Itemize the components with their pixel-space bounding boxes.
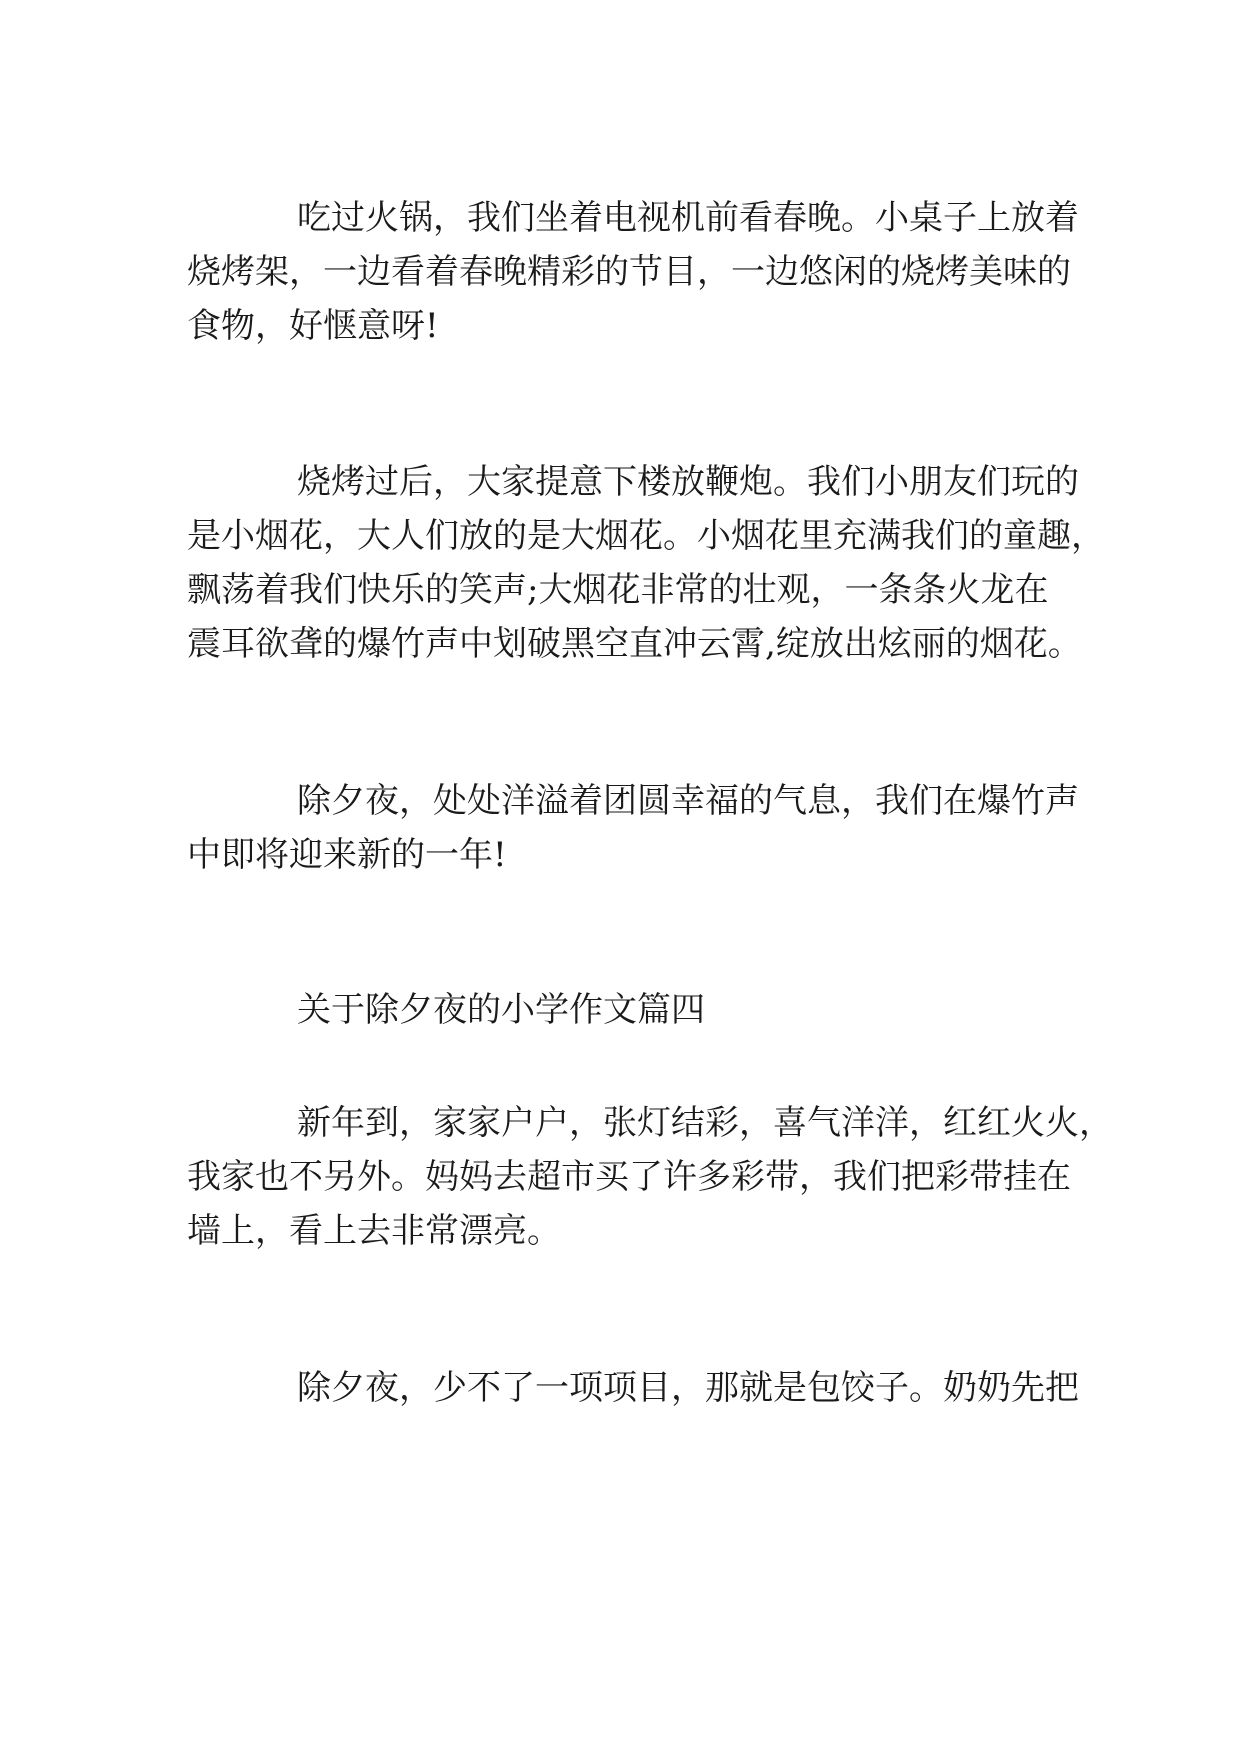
paragraph-1-line-1: 吃过火锅，我们坐着电视机前看春晚。小桌子上放着 — [297, 198, 1079, 238]
paragraph-3-line-2: 中即将迎来新的一年! — [187, 835, 507, 875]
paragraph-5-line-1: 除夕夜，少不了一项项目，那就是包饺子。奶奶先把 — [297, 1368, 1079, 1408]
paragraph-2-line-4: 震耳欲聋的爆竹声中划破黑空直冲云霄,绽放出炫丽的烟花。 — [187, 624, 1082, 664]
paragraph-1-line-3: 食物，好惬意呀! — [187, 306, 439, 346]
paragraph-2-line-1: 烧烤过后，大家提意下楼放鞭炮。我们小朋友们玩的 — [297, 462, 1079, 502]
paragraph-3-line-1: 除夕夜，处处洋溢着团圆幸福的气息，我们在爆竹声 — [297, 781, 1079, 821]
paragraph-4-line-2: 我家也不另外。妈妈去超市买了许多彩带，我们把彩带挂在 — [187, 1157, 1071, 1197]
paragraph-4-line-3: 墙上，看上去非常漂亮。 — [187, 1211, 561, 1251]
paragraph-1-line-2: 烧烤架，一边看着春晚精彩的节目，一边悠闲的烧烤美味的 — [187, 252, 1071, 292]
paragraph-4-line-1: 新年到，家家户户，张灯结彩，喜气洋洋，红红火火， — [297, 1103, 1113, 1143]
paragraph-2-line-3: 飘荡着我们快乐的笑声;大烟花非常的壮观，一条条火龙在 — [187, 570, 1049, 610]
paragraph-2-line-2: 是小烟花，大人们放的是大烟花。小烟花里充满我们的童趣， — [187, 516, 1105, 556]
section-heading: 关于除夕夜的小学作文篇四 — [297, 990, 705, 1030]
